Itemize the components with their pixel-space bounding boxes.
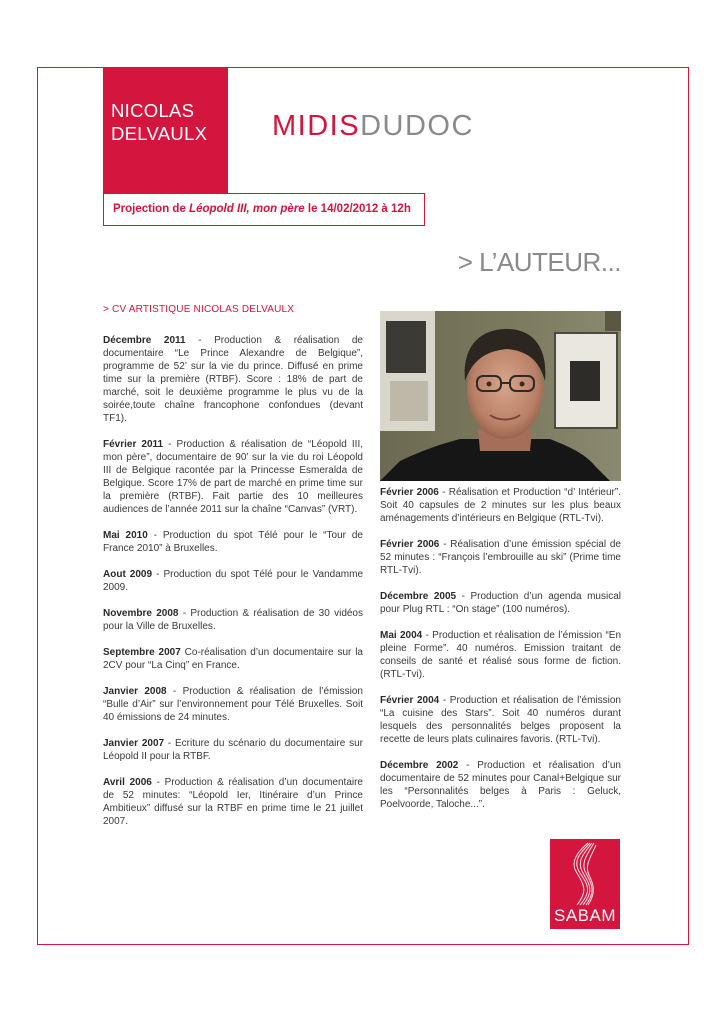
cv-entry	[103, 568, 363, 594]
cv-entry-text: - Production et réalisation d’un documentaire de 52 minutes pour Canal+Belgique sur les “Personnalités belges à Paris : Geluck, Poelvoorde, Taloche...”.	[380, 760, 621, 810]
section-title: > L’AUTEUR...	[457, 247, 621, 277]
author-portrait-photo	[380, 311, 621, 481]
cv-entry-date: Décembre 2002	[380, 760, 459, 771]
cv-entry	[380, 486, 621, 525]
cv-entry-text: - Ecriture du scénario du documentaire sur Léopold II pour la RTBF.	[103, 738, 363, 762]
cv-entry-text: - Production du spot Télé pour le “Tour de France 2010” à Bruxelles.	[103, 530, 363, 554]
cv-entry	[380, 694, 621, 746]
cv-entry	[380, 759, 621, 811]
author-last-name: DELVAULX	[111, 123, 208, 144]
portrait-illustration	[380, 311, 621, 481]
cv-entry-text: - Production & réalisation de 30 vidéos pour la Ville de Bruxelles.	[103, 608, 363, 632]
cv-entry	[380, 538, 621, 577]
cv-entry-date: Février 2006	[380, 539, 440, 550]
cv-entry	[103, 737, 363, 763]
series-title-part1: MIDIS	[272, 110, 361, 142]
cv-entry	[103, 529, 363, 555]
cv-entry	[103, 607, 363, 633]
cv-entry	[103, 776, 363, 828]
cv-entry	[380, 590, 621, 616]
cv-entry-text: - Réalisation d’une émission spécial de 52 minutes : “François l’embrouille au ski” (Prime time RTL-Tvi).	[380, 539, 621, 576]
sabam-logo	[550, 839, 620, 929]
cv-right-column	[380, 486, 621, 824]
cv-entry	[103, 646, 363, 672]
cv-entry	[380, 629, 621, 681]
projection-box	[103, 193, 425, 226]
cv-entry-date: Aout 2009	[103, 569, 153, 580]
series-title	[272, 110, 474, 143]
cv-entry	[103, 334, 363, 425]
cv-entry	[103, 685, 363, 724]
cv-heading: > CV ARTISTIQUE NICOLAS DELVAULX	[103, 304, 295, 315]
cv-left-column	[103, 334, 363, 841]
cv-entry-text: - Réalisation et Production “d’ Intérieur”. Soit 40 capsules de 2 minutes sur les plus beaux aménagements d’intérieurs en Belgique (RTL-Tvi).	[380, 487, 621, 524]
cv-entry-date: Février 2006	[380, 487, 439, 498]
cv-entry-text: - Production & réalisation de l’émission “Bulle d’Air” sur l’environnement pour Télé Bruxelles. Soit 40 émissions de 24 minutes.	[103, 686, 363, 723]
cv-entry-date: Mai 2010	[103, 530, 148, 541]
cv-entry-date: Janvier 2008	[103, 686, 167, 697]
sabam-logo-text: SABAM	[553, 906, 617, 925]
cv-entry-text: - Production et réalisation de l’émission “En pleine Forme”. 40 numéros. Emission traitant de conseils de santé et réalisé sous forme de fiction. (RTL-Tvi).	[380, 630, 622, 680]
cv-entry-date: Février 2011	[103, 439, 164, 450]
cv-entry-text: - Production & réalisation de “Léopold III, mon père”, documentaire de 90’ sur la vie du roi Léopold III de Belgique racontée par la Princesse Esmeralda de Belgique. Score 17% de part de marché en prime time sur la première (RTBF). Fait partie des 10 meilleures audiences de l’année 2011 sur la chaîne “Canvas” (VRT).	[103, 439, 364, 515]
cv-entry-date: Mai 2004	[380, 630, 423, 641]
author-name-block	[103, 67, 228, 193]
cv-entry-date: Janvier 2007	[103, 738, 165, 749]
cv-entry-text: - Production & réalisation d’un documentaire de 52 minutes: “Léopold Ier, Itinéraire d’un Prince Ambitieux” diffusé sur la RTBF en prime time le 21 juillet 2007.	[103, 777, 363, 827]
cv-entry-date: Février 2004	[380, 695, 440, 706]
cv-entry-text: Co-réalisation d’un documentaire sur la 2CV pour “La Cinq” en France.	[103, 647, 363, 671]
cv-entry-date: Septembre 2007	[103, 647, 181, 658]
cv-entry-date: Décembre 2005	[380, 591, 457, 602]
cv-entry-text: - Production et réalisation de l’émission “La cuisine des Stars”. Soit 40 numéros durant lesquels des personnalités belges proposent la recette de leurs plats culinaires favoris. (RTL-Tvi).	[380, 695, 621, 745]
cv-entry-date: Novembre 2008	[103, 608, 179, 619]
author-first-name: NICOLAS	[111, 100, 195, 121]
projection-film-title: Léopold III, mon père	[189, 203, 305, 215]
projection-date: le 14/02/2012 à 12h	[304, 203, 411, 215]
cv-entry-text: - Production du spot Télé pour le Vandamme 2009.	[103, 569, 364, 593]
cv-entry	[103, 438, 363, 516]
cv-entry-text: - Production & réalisation de documentaire “Le Prince Alexandre de Belgique”, programme de 52’ sur la vie du prince. Diffusé en prime time sur la première (RTBF). Score : 18% de part de marché, soit le deuxième programme le plus vu de la soirée,toute chaîne francophone confondues (devant TF1).	[103, 335, 363, 424]
cv-entry-date: Décembre 2011	[103, 335, 186, 346]
series-title-part2: DUDOC	[360, 110, 474, 142]
cv-entry-text: - Production d’un agenda musical pour Plug RTL : “On stage” (100 numéros).	[380, 591, 621, 615]
cv-entry-date: Avril 2006	[103, 777, 152, 788]
projection-prefix: Projection de	[113, 203, 190, 215]
